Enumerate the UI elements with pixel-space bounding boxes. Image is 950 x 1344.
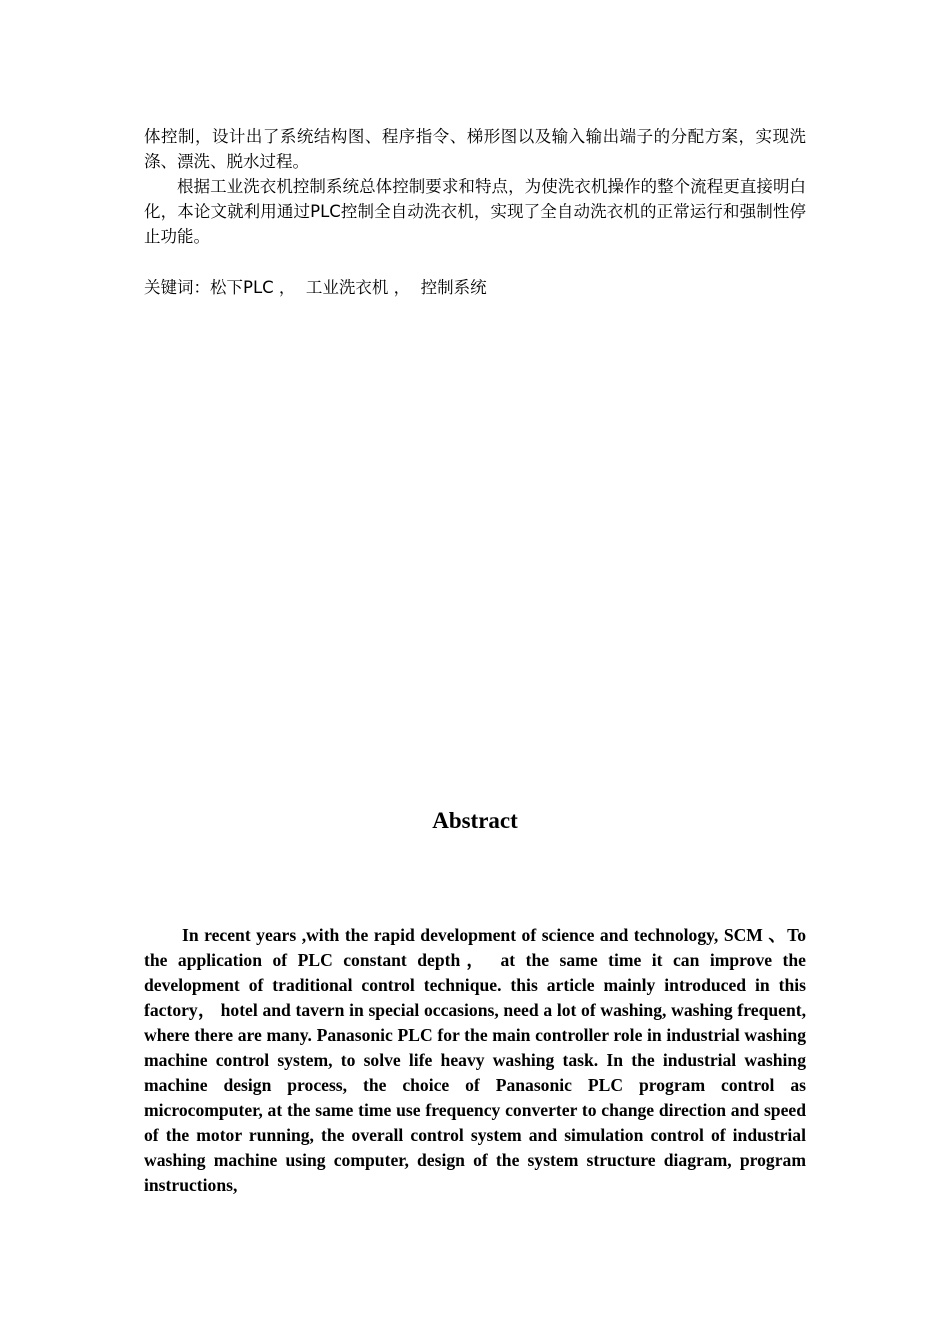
- chinese-paragraph-summary: 根据工业洗衣机控制系统总体控制要求和特点，为使洗衣机操作的整个流程更直接明白化，本论文就利用通过PLC控制全自动洗衣机，实现了全自动洗衣机的正常运行和强制性停止功能。: [144, 177, 806, 246]
- keywords-line: 关键词：松下PLC ， 工业洗衣机 ， 控制系统: [144, 278, 487, 297]
- abstract-heading: Abstract: [432, 808, 518, 833]
- chinese-paragraph-continuation: 体控制，设计出了系统结构图、程序指令、梯形图以及输入输出端子的分配方案，实现洗涤、漂洗、脱水过程。: [144, 127, 806, 171]
- abstract-body: In recent years ,with the rapid development of science and technology, SCM 、To the application of PLC constant depth， at the same time it can improve the development of traditional control technique. this article mainly introduced in this factory， hotel and tavern in special occasions, need a lot of washing, washing frequent, where there are many. Panasonic PLC for the main controller role in industrial washing machine control system, to solve life heavy washing task. In the industrial washing machine design process, the choice of Panasonic PLC program control as microcomputer, at the same time use frequency converter to change direction and speed of the motor running, the overall control system and simulation control of industrial washing machine using computer, design of the system structure diagram, program instructions,: [144, 925, 806, 1195]
